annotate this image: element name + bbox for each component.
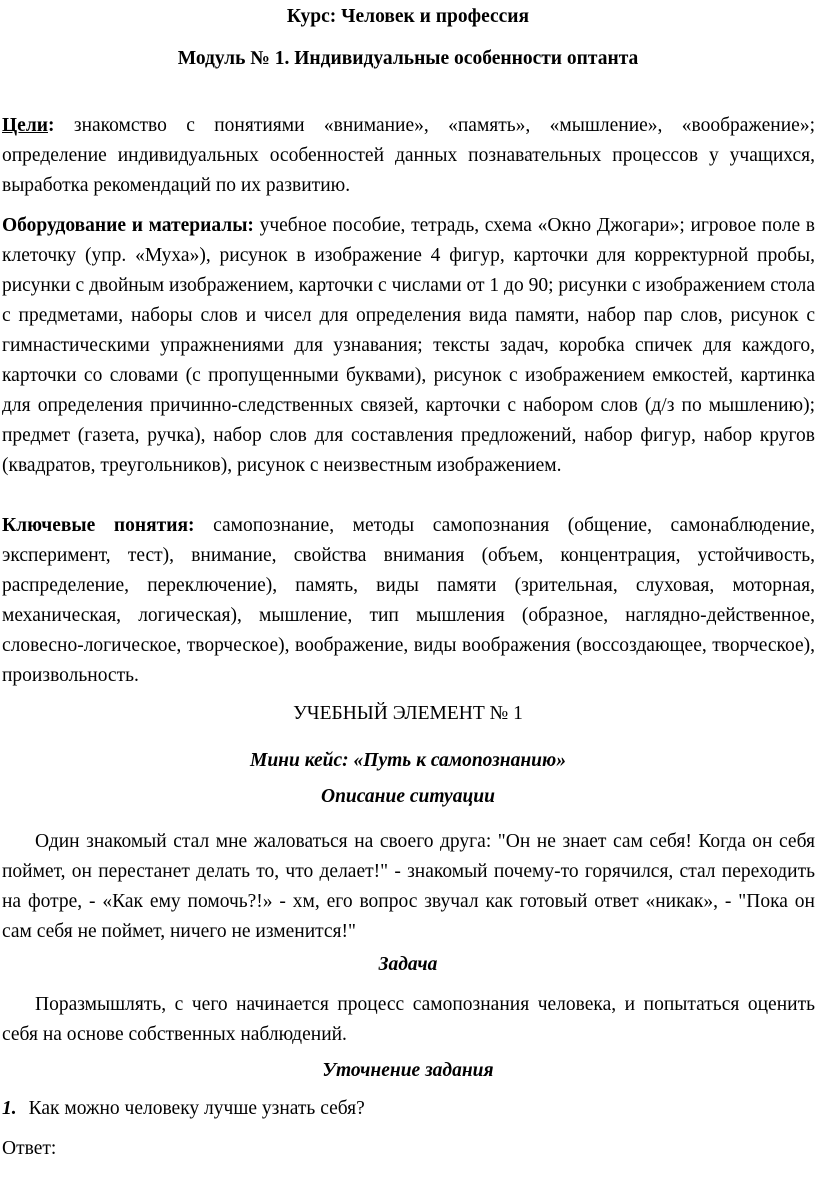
situation-title: Описание ситуации <box>321 786 495 807</box>
equipment-paragraph <box>2 211 815 481</box>
goals-paragraph <box>2 111 815 201</box>
concepts-text: самопознание, методы самопознания (общение, самонаблюдение, эксперимент, тест), внимание, свойства внимания (объем, концентрация, устойчивость, распределение, переключение), память, виды памяти (зрительная, слуховая, моторная, механическая, логическая), мышление, тип мышления (образное, наглядно-действенное, словесно-логическое, творческое), воображение, виды воображения (воссоздающее, творческое), произвольность. <box>2 515 815 686</box>
clarify-title: Уточнение задания <box>322 1060 494 1081</box>
equipment-text: учебное пособие, тетрадь, схема «Окно Джогари»; игровое поле в клеточку (упр. «Муха»), рисунок в изображение 4 фигур, карточки для корректурной пробы, рисунки с двойным изображением, карточки с числами от 1 до 90; рисунки с изображением стола с предметами, наборы слов и чисел для определения вида памяти, набор пар слов, рисунок с гимнастическими упражнениями для узнавания; тексты задач, коробка спичек для каждого, карточки со словами (с пропущенными буквами), рисунок с изображением емкостей, картинка для определения причинно-следственных связей, карточки с набором слов (д/з по мышлению); предмет (газета, ручка), набор слов для составления предложений, набор фигур, набор кругов (квадратов, треугольников), рисунок с неизвестным изображением. <box>2 215 815 476</box>
question-1-number: 1. <box>2 1098 17 1119</box>
element-title: УЧЕБНЫЙ ЭЛЕМЕНТ № 1 <box>293 703 523 724</box>
course-title: Курс: Человек и профессия <box>286 6 530 27</box>
equipment-label: Оборудование и материалы: <box>2 215 254 236</box>
module-title: Модуль № 1. Индивидуальные особенности оптанта <box>177 48 639 69</box>
situation-text: Один знакомый стал мне жаловаться на своего друга: "Он не знает сам себя! Когда он себя поймет, он перестанет делать то, что делает!" - знакомый почему-то горячился, стал переходить на фотре, - «Как ему помочь?!» - хм, его вопрос звучал как готовый ответ «никак», - "Пока он сам себя не поймет, ничего не изменится!" <box>2 831 815 942</box>
answer-label: Ответ: <box>2 1138 57 1159</box>
concepts-paragraph <box>2 511 815 691</box>
goals-text: знакомство с понятиями «внимание», «память», «мышление», «воображение»; определение индивидуальных особенностей данных познавательных процессов у учащихся, выработка рекомендаций по их развитию. <box>2 115 815 196</box>
goals-label: Цели <box>2 115 48 136</box>
task-title: Задача <box>378 954 438 975</box>
question-1-text: Как можно человеку лучше узнать себя? <box>28 1098 365 1119</box>
case-title: Мини кейс: «Путь к самопознанию» <box>249 750 567 771</box>
goals-colon: : <box>48 115 55 136</box>
task-text: Поразмышлять, с чего начинается процесс самопознания человека, и попытаться оценить себя на основе собственных наблюдений. <box>2 994 815 1045</box>
concepts-label: Ключевые понятия: <box>2 515 195 536</box>
question-1 <box>2 1094 815 1124</box>
